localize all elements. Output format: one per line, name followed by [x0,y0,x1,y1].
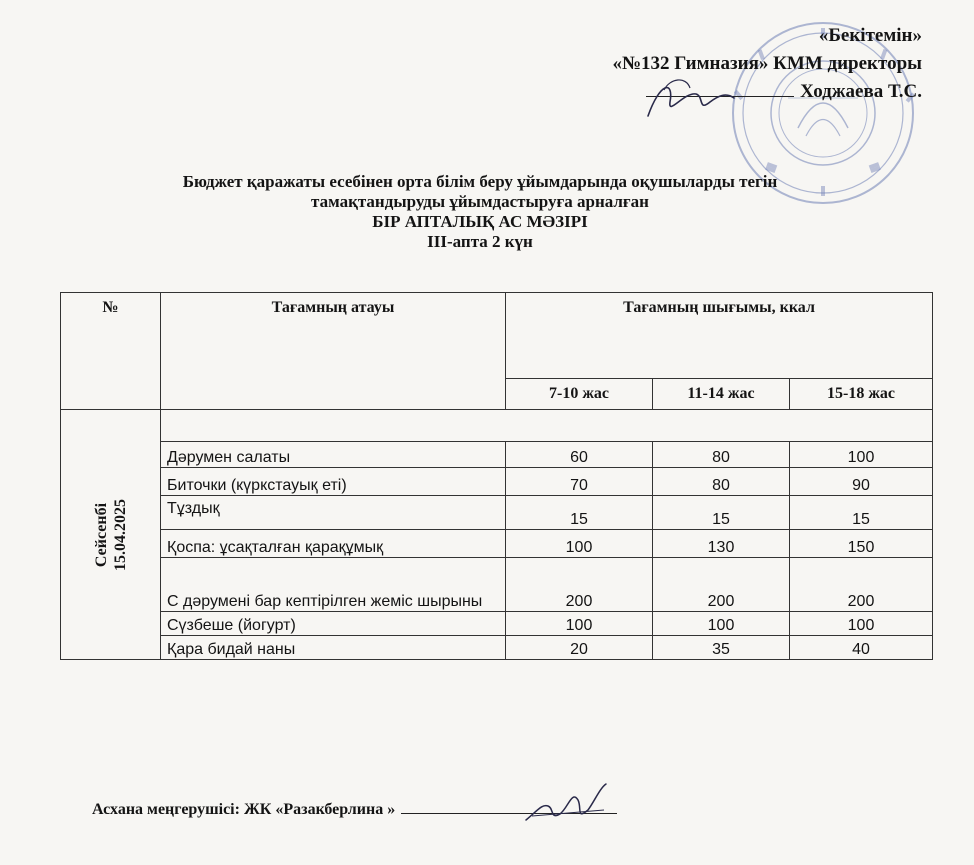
day-date-cell [61,410,161,660]
kcal-value: 60 [506,442,653,468]
table-row [61,530,933,558]
approval-org: «№132 Гимназия» КММ директоры [612,53,922,74]
heading-menu-title: БІР АПТАЛЫҚ АС МӘЗІРІ [372,212,588,231]
col-header-output: Тағамның шығымы, ккал [506,293,933,379]
kcal-value: 70 [506,468,653,496]
menu-table [60,292,933,660]
kcal-value: 80 [653,468,790,496]
col-header-dish: Тағамның атауы [161,293,506,410]
kcal-value: 40 [790,636,933,660]
dish-name: С дәрумені бар кептірілген жеміс шырыны [161,558,506,612]
table-row [61,442,933,468]
heading-week-day: ІІІ-апта 2 күн [427,232,533,251]
document-heading [90,172,870,252]
kcal-value: 200 [653,558,790,612]
dish-name: Сүзбеше (йогурт) [161,612,506,636]
col-header-age: 11-14 жас [653,379,790,410]
heading-line-1: Бюджет қаражаты есебінен орта білім беру ұйымдарында оқушыларды тегін [182,172,778,191]
kcal-value: 100 [506,612,653,636]
dish-name: Тұздық [161,496,506,530]
footer-label: Асхана меңгерушісі: ЖК «Разакберлина » [92,801,396,818]
kcal-value: 80 [653,442,790,468]
col-header-age: 15-18 жас [790,379,933,410]
kcal-value: 35 [653,636,790,660]
kcal-value: 200 [790,558,933,612]
kcal-value: 100 [653,612,790,636]
col-header-number: № [61,293,161,410]
kcal-value: 130 [653,530,790,558]
dish-name: Биточки (күркстауық еті) [161,468,506,496]
director-name: Ходжаева Т.С. [800,81,922,102]
kcal-value: 20 [506,636,653,660]
table-row [61,468,933,496]
day-name: Сейсенбі [92,502,110,567]
kcal-value: 100 [790,442,933,468]
kcal-value: 150 [790,530,933,558]
empty-row [161,410,933,442]
kcal-value: 100 [790,612,933,636]
kcal-value: 15 [506,496,653,530]
heading-line-2: тамақтандыруды ұйымдастыруға арналған [311,192,649,211]
table-row [61,612,933,636]
table-row [61,636,933,660]
approval-title: «Бекітемін» [818,25,922,46]
dish-name: Қоспа: ұсақталған қарақұмық [161,530,506,558]
kcal-value: 200 [506,558,653,612]
dish-name: Қара бидай наны [161,636,506,660]
table-row [61,496,933,530]
canteen-signature-icon [520,780,610,828]
day-date: 15.04.2025 [111,498,129,571]
kcal-value: 15 [790,496,933,530]
kcal-value: 15 [653,496,790,530]
dish-name: Дәрумен салаты [161,442,506,468]
col-header-age: 7-10 жас [506,379,653,410]
kcal-value: 90 [790,468,933,496]
table-row [61,558,933,612]
director-signature-icon [640,72,740,128]
kcal-value: 100 [506,530,653,558]
